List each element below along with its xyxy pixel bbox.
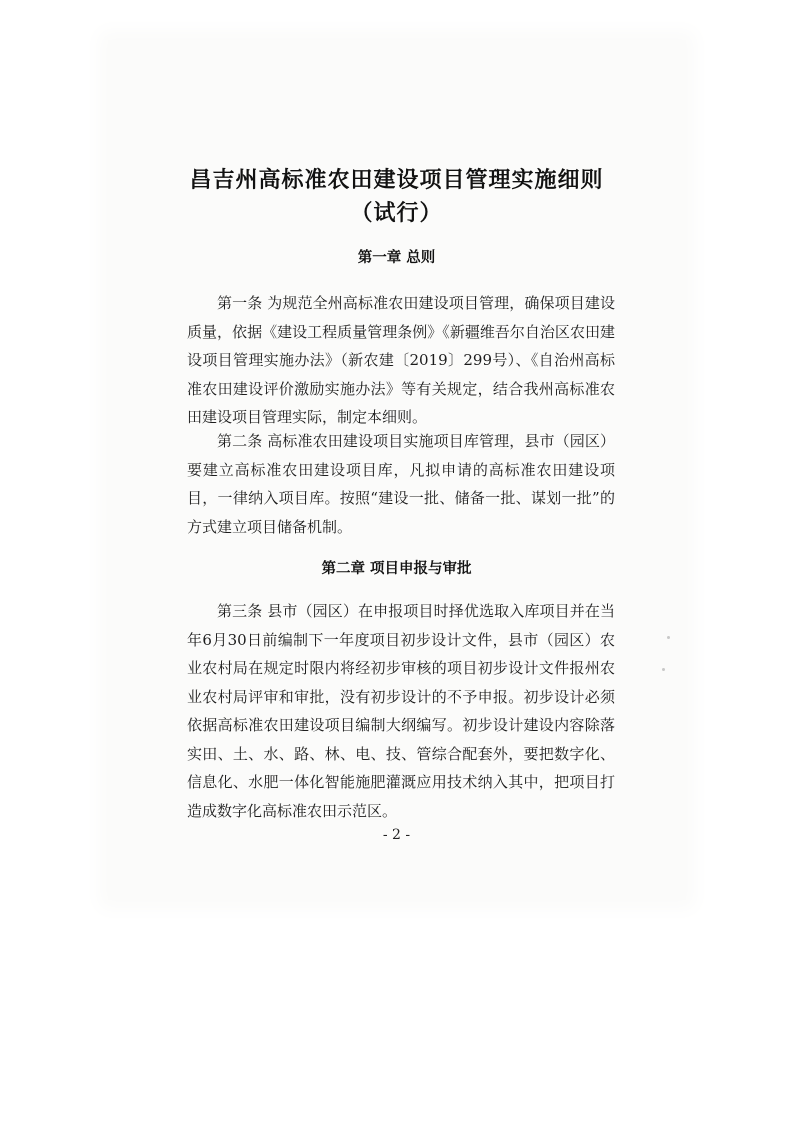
chapter-heading-1: 第一章 总则: [357, 250, 436, 266]
document-title: 昌吉州高标准农田建设项目管理实施细则: [189, 168, 604, 193]
article-3: 第三条 县市（园区）在申报项目时择优选取入库项目并在当年6月30日前编制下一年度项目初步设计文件，县市（园区）农业农村局在规定时限内将经初步审核的项目初步设计文件报州农业农村局评审和审批，没有初步设计的不予申报。初步设计必须依据高标准农田建设项目编制大纲编写。初步设计建设内容除落实田、土、水、路、林、电、技、管综合配套外，要把数字化、信息化、水肥一体化智能施肥灌溉应用技术纳入其中，把项目打造成数字化高标准农田示范区。: [187, 602, 615, 820]
scan-speck: [667, 636, 670, 639]
document-subtitle: （试行）: [350, 201, 443, 226]
article-1: 第一条 为规范全州高标准农田建设项目管理，确保项目建设质量，依据《建设工程质量管理条例》《新疆维吾尔自治区农田建设项目管理实施办法》（新农建〔2019〕299号）、《自治州高标准农田建设评价激励实施办法》等有关规定，结合我州高标准农田建设项目管理实际，制定本细则。: [187, 294, 615, 426]
chapter-heading-2: 第二章 项目申报与审批: [321, 561, 472, 577]
article-2: 第二条 高标准农田建设项目实施项目库管理，县市（园区）要建立高标准农田建设项目库，凡拟申请的高标准农田建设项目，一律纳入项目库。按照“建设一批、储备一批、谋划一批”的方式建立项目储备机制。: [187, 432, 615, 536]
page-number: - 2 -: [382, 827, 411, 843]
scan-speck: [662, 668, 665, 671]
